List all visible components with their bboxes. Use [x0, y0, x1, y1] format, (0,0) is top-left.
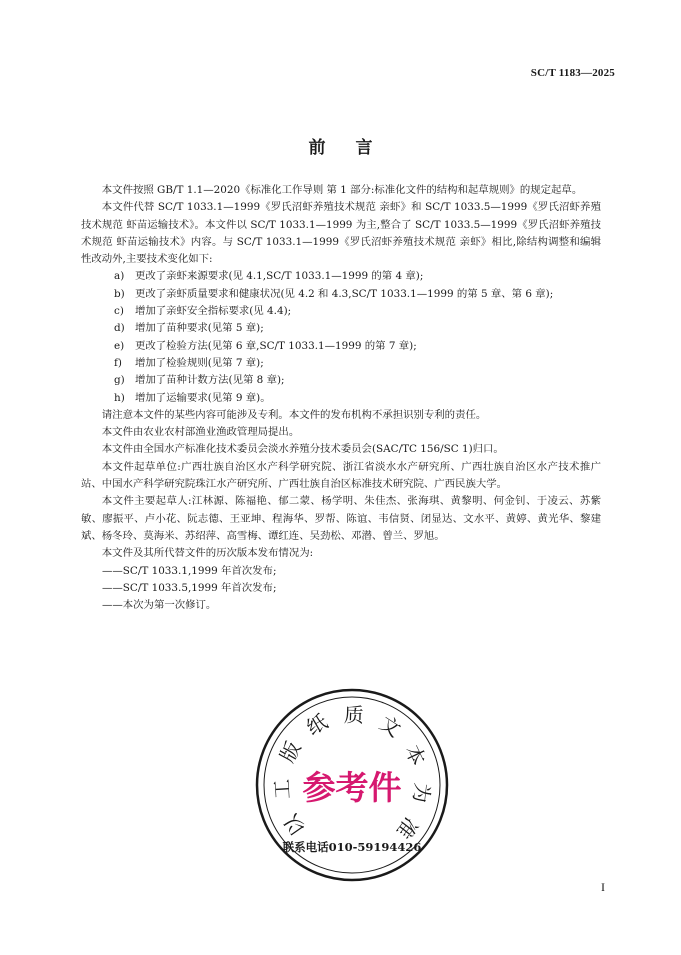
patent-notice: 请注意本文件的某些内容可能涉及专利。本文件的发布机构不承担识别专利的责任。 [101, 408, 487, 421]
changes-list [81, 268, 601, 406]
change-item [81, 390, 601, 407]
stamp-ring-char: 以 [279, 810, 311, 841]
change-label: e) [114, 339, 125, 352]
history-list [81, 563, 601, 615]
history-item: ——本次为第一次修订。 [102, 599, 217, 612]
change-text: 更改了检验方法(见第 6 章,SC/T 1033.1—1999 的第 7 章); [135, 339, 417, 352]
page-number: I [601, 880, 605, 894]
stamp-phone-text: 联系电话010-59194426 [282, 840, 422, 854]
intro-paragraph-1: 本文件按照 GB/T 1.1—2020《标准化工作导则 第 1 部分:标准化文件的结构和起草规则》的规定起草。 [101, 184, 583, 196]
drafters-paragraph: 本文件主要起草人:江林源、陈福艳、郁二蒙、杨学明、朱佳杰、张海琪、黄黎明、何金钊、于凌云、苏紫敏、廖振平、卢小花、阮志德、王亚坤、程海华、罗帮、陈谊、韦信贤、闭显达、文水平、黄婷、黄光华、黎建斌、杨冬玲、莫海米、苏绍萍、高雪梅、谭红连、吴劲松、邓潜、曾兰、罗旭。 [81, 495, 601, 542]
standard-code: SC/T 1183—2025 [530, 67, 615, 79]
page-title: 前言 [308, 138, 403, 158]
intro-paragraph-2: 本文件代替 SC/T 1033.1—1999《罗氏沼虾养殖技术规范 亲虾》和 SC/T 1033.5—1999《罗氏沼虾养殖技术规范 虾苗运输技术》。本文件以 SC/T 1033.1—1999 为主,整合了 SC/T 1033.5—1999《罗氏沼虾养殖技术规范 虾苗运输技术》内容。与 SC/T 1033.1—1999《罗氏沼虾养殖技术规范 亲虾》相比,除结构调整和编辑性改动外,主要技术变化如下: [81, 201, 601, 266]
change-text: 增加了亲虾安全指标要求(见 4.4); [135, 305, 292, 318]
change-item [81, 286, 601, 303]
change-label: h) [114, 391, 125, 404]
stamp-ring-char: 纸 [302, 709, 332, 740]
stamp-center-text: 参考件 [302, 768, 402, 807]
stamp-ring-char: 版 [274, 737, 306, 767]
change-item [81, 372, 601, 389]
stamp-ring-char: 为 [408, 781, 435, 805]
change-text: 更改了亲虾来源要求(见 4.1,SC/T 1033.1—1999 的第 4 章); [135, 270, 424, 283]
change-label: f) [114, 356, 122, 369]
stamp-ring-char: 工 [269, 778, 295, 800]
change-item [81, 355, 601, 372]
document-body [81, 182, 601, 614]
change-text: 增加了苗种要求(见第 5 章); [135, 322, 264, 335]
history-item: ——SC/T 1033.1,1999 年首次发布; [102, 564, 277, 577]
change-item [81, 268, 601, 285]
change-item [81, 338, 601, 355]
change-item [81, 320, 601, 337]
change-text: 增加了苗种计数方法(见第 8 章); [135, 374, 285, 387]
stamp-ring-char: 本 [400, 740, 431, 770]
change-label: d) [114, 322, 125, 335]
stamp-ring-char: 质 [343, 702, 365, 728]
change-text: 增加了运输要求(见第 9 章)。 [135, 391, 271, 404]
proposer-paragraph: 本文件由农业农村部渔业渔政管理局提出。 [101, 426, 300, 439]
history-intro: 本文件及其所代替文件的历次版本发布情况为: [101, 547, 314, 560]
committee-paragraph: 本文件由全国水产标准化技术委员会淡水养殖分技术委员会(SAC/TC 156/SC 1)归口。 [101, 443, 504, 456]
change-label: b) [114, 287, 125, 300]
change-label: a) [114, 270, 125, 283]
drafting-units-paragraph: 本文件起草单位:广西壮族自治区水产科学研究院、浙江省淡水水产研究所、广西壮族自治区水产技术推广站、中国水产科学研究院珠江水产研究所、广西壮族自治区标准技术研究院、广西民族大学。 [81, 460, 601, 491]
change-text: 增加了检验规则(见第 7 章); [135, 356, 264, 369]
change-label: c) [114, 305, 124, 318]
change-item [81, 303, 601, 320]
change-text: 更改了亲虾质量要求和健康状况(见 4.2 和 4.3,SC/T 1033.1—1999 的第 5 章、第 6 章); [135, 287, 554, 300]
stamp-ring-char: 文 [375, 710, 406, 742]
stamp-ring-char: 准 [391, 812, 423, 844]
reference-copy-stamp [254, 687, 450, 883]
change-label: g) [114, 374, 125, 387]
history-item: ——SC/T 1033.5,1999 年首次发布; [102, 581, 277, 594]
